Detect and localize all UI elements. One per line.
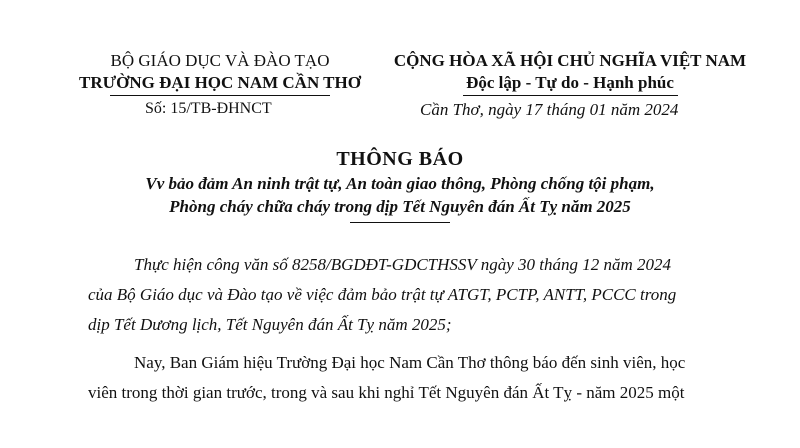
national-heading-block: [380, 50, 760, 96]
document-body: [88, 250, 714, 408]
notice-heading: THÔNG BÁO: [336, 148, 464, 170]
issuing-authority-block: [60, 50, 380, 96]
body-paragraph-2-line: Nay, Ban Giám hiệu Trường Đại học Nam Cần Thơ thông báo đến sinh viên, học: [134, 353, 686, 372]
body-paragraph-1-line: của Bộ Giáo dục và Đào tạo về việc đảm bảo trật tự ATGT, PCTP, ANTT, PCCC trong: [88, 285, 677, 304]
school-underline: [110, 95, 330, 96]
body-paragraph-2-line: viên trong thời gian trước, trong và sau khi nghỉ Tết Nguyên đán Ất Tỵ - năm 2025 một: [88, 383, 685, 402]
document-number: Số: 15/TB-ĐHNCT: [145, 100, 272, 117]
notice-subject-line-1: Vv bảo đảm An ninh trật tự, An toàn giao thông, Phòng chống tội phạm,: [145, 174, 655, 193]
motto-underline: [463, 95, 678, 96]
title-underline: [350, 222, 450, 223]
republic-name: CỘNG HÒA XÃ HỘI CHỦ NGHĨA VIỆT NAM: [393, 51, 747, 70]
national-motto: Độc lập - Tự do - Hạnh phúc: [466, 73, 674, 92]
body-paragraph-2: [88, 348, 714, 408]
notice-title-block: [0, 146, 800, 223]
ministry-name: BỘ GIÁO DỤC VÀ ĐÀO TẠO: [110, 51, 330, 70]
body-paragraph-1-line: dịp Tết Dương lịch, Tết Nguyên đán Ất Tỵ năm 2025;: [88, 315, 452, 334]
place-and-date: Cần Thơ, ngày 17 tháng 01 năm 2024: [420, 100, 679, 119]
body-paragraph-1-line: Thực hiện công văn số 8258/BGDĐT-GDCTHSSV ngày 30 tháng 12 năm 2024: [134, 255, 672, 274]
body-paragraph-1: [88, 250, 714, 340]
school-name: TRƯỜNG ĐẠI HỌC NAM CẦN THƠ: [79, 73, 361, 92]
notice-subject-line-2: Phòng cháy chữa cháy trong dịp Tết Nguyên đán Ất Tỵ năm 2025: [169, 197, 631, 216]
